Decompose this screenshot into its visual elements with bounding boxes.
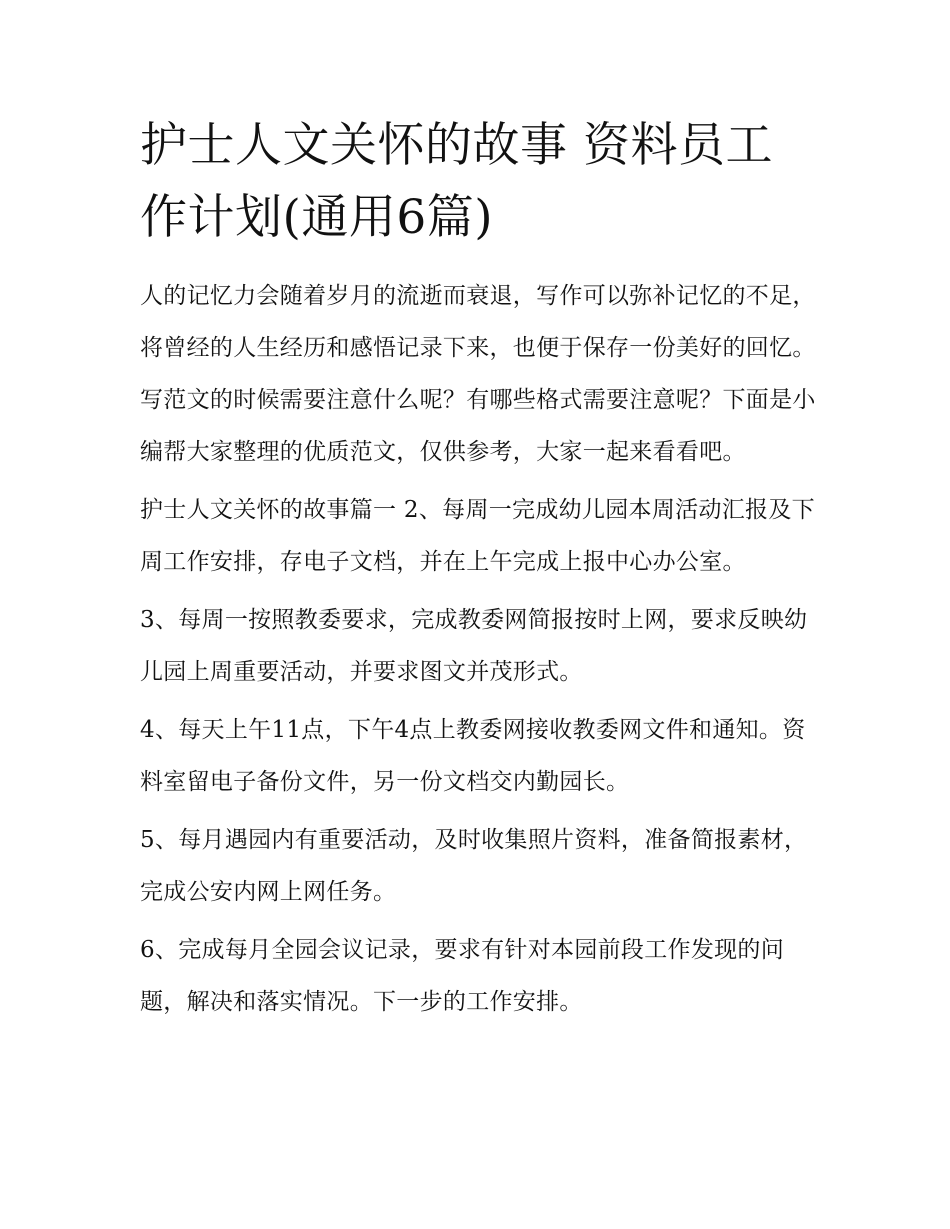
item-paragraph-3: 3、每周一按照教委要求，完成教委网简报按时上网，要求反映幼儿园上周重要活动，并要求图文并茂形式。 <box>140 607 808 685</box>
document-body <box>140 270 820 1028</box>
item-paragraph-5: 5、每月遇园内有重要活动，及时收集照片资料，准备简报素材，完成公安内网上网任务。 <box>140 827 808 905</box>
item-paragraph-2: 护士人文关怀的故事篇一 2、每周一完成幼儿园本周活动汇报及下周工作安排，存电子文档，并在上午完成上报中心办公室。 <box>140 497 815 575</box>
document-page <box>140 110 820 1034</box>
document-title: 护士人文关怀的故事 资料员工作计划(通用6篇) <box>140 118 773 245</box>
item-paragraph-4: 4、每天上午11点，下午4点上教委网接收教委网文件和通知。资料室留电子备份文件，另一份文档交内勤园长。 <box>140 717 806 795</box>
intro-paragraph: 人的记忆力会随着岁月的流逝而衰退，写作可以弥补记忆的不足，将曾经的人生经历和感悟记录下来，也便于保存一份美好的回忆。写范文的时候需要注意什么呢？有哪些格式需要注意呢？下面是小编帮大家整理的优质范文，仅供参考，大家一起来看看吧。 <box>140 283 816 465</box>
item-paragraph-6: 6、完成每月全园会议记录，要求有针对本园前段工作发现的问题，解决和落实情况。下一步的工作安排。 <box>140 937 785 1015</box>
